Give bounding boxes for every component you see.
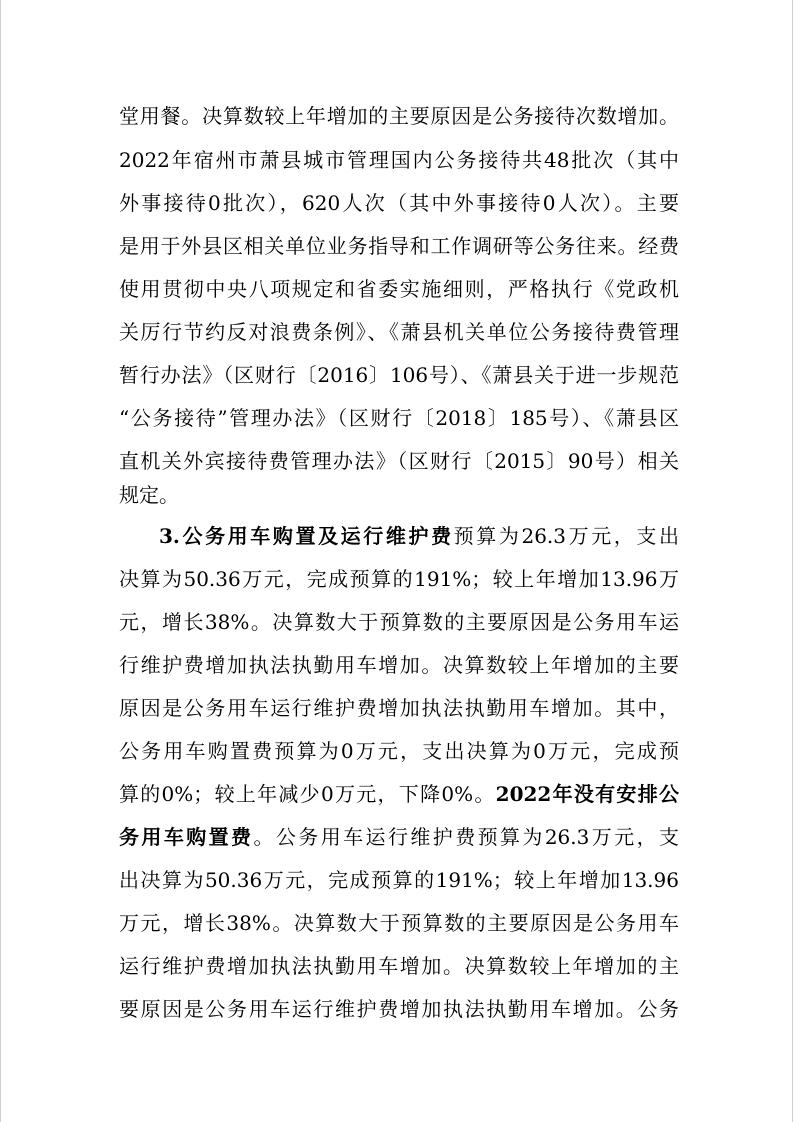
section-heading-line	[159, 519, 679, 553]
paragraph-line: 运行维护费增加执法执勤用车增加。决算数较上年增加的主	[119, 954, 679, 978]
paragraph-line: 堂用餐。决算数较上年增加的主要原因是公务接待次数增加。	[119, 104, 679, 128]
paragraph-line: 万元，增长38%。决算数大于预算数的主要原因是公务用车	[119, 911, 679, 935]
paragraph-line: 原因是公务用车运行维护费增加执法执勤用车增加。其中，	[119, 696, 679, 720]
section-heading: 3.公务用车购置及运行维护费	[159, 524, 454, 548]
paragraph-line: 外事接待0批次），620人次（其中外事接待0人次）。主要	[119, 191, 679, 215]
paragraph-line: 行维护费增加执法执勤用车增加。决算数较上年增加的主要	[119, 653, 679, 677]
paragraph-line: “公务接待”管理办法》（区财行〔2018〕185号）、《萧县区	[119, 406, 679, 430]
plain-text: 算的0%；较上年减少0万元，下降0%。	[119, 782, 496, 806]
paragraph-line: 2022年宿州市萧县城市管理国内公务接待共48批次（其中	[119, 148, 679, 172]
paragraph-line-mixed	[119, 777, 679, 811]
paragraph-line: 出决算为50.36万元，完成预算的191%；较上年增加13.96	[119, 868, 679, 892]
paragraph-line: 暂行办法》（区财行〔2016〕106号）、《萧县关于进一步规范	[119, 363, 679, 387]
paragraph-line-mixed	[119, 820, 679, 854]
paragraph-line: 决算为50.36万元，完成预算的191%；较上年增加13.96万	[119, 567, 679, 591]
plain-text: 。公务用车运行维护费预算为26.3万元，支	[253, 825, 679, 849]
paragraph-line: 要原因是公务用车运行维护费增加执法执勤用车增加。公务	[119, 997, 679, 1021]
bold-text: 务用车购置费	[119, 825, 254, 849]
paragraph-line: 是用于外县区相关单位业务指导和工作调研等公务往来。经费	[119, 234, 679, 258]
heading-line-text: 预算为26.3万元，支出	[453, 524, 679, 548]
paragraph-line: 公务用车购置费预算为0万元，支出决算为0万元，完成预	[119, 739, 679, 763]
paragraph-line: 直机关外宾接待费管理办法》（区财行〔2015〕90号）相关	[119, 449, 679, 473]
paragraph-line: 使用贯彻中央八项规定和省委实施细则，严格执行《党政机	[119, 277, 679, 301]
paragraph-line: 规定。	[119, 483, 179, 507]
bold-text: 2022年没有安排公	[495, 782, 679, 806]
paragraph-line: 关厉行节约反对浪费条例》、《萧县机关单位公务接待费管理	[119, 320, 679, 344]
paragraph-line: 元，增长38%。决算数大于预算数的主要原因是公务用车运	[119, 610, 679, 634]
